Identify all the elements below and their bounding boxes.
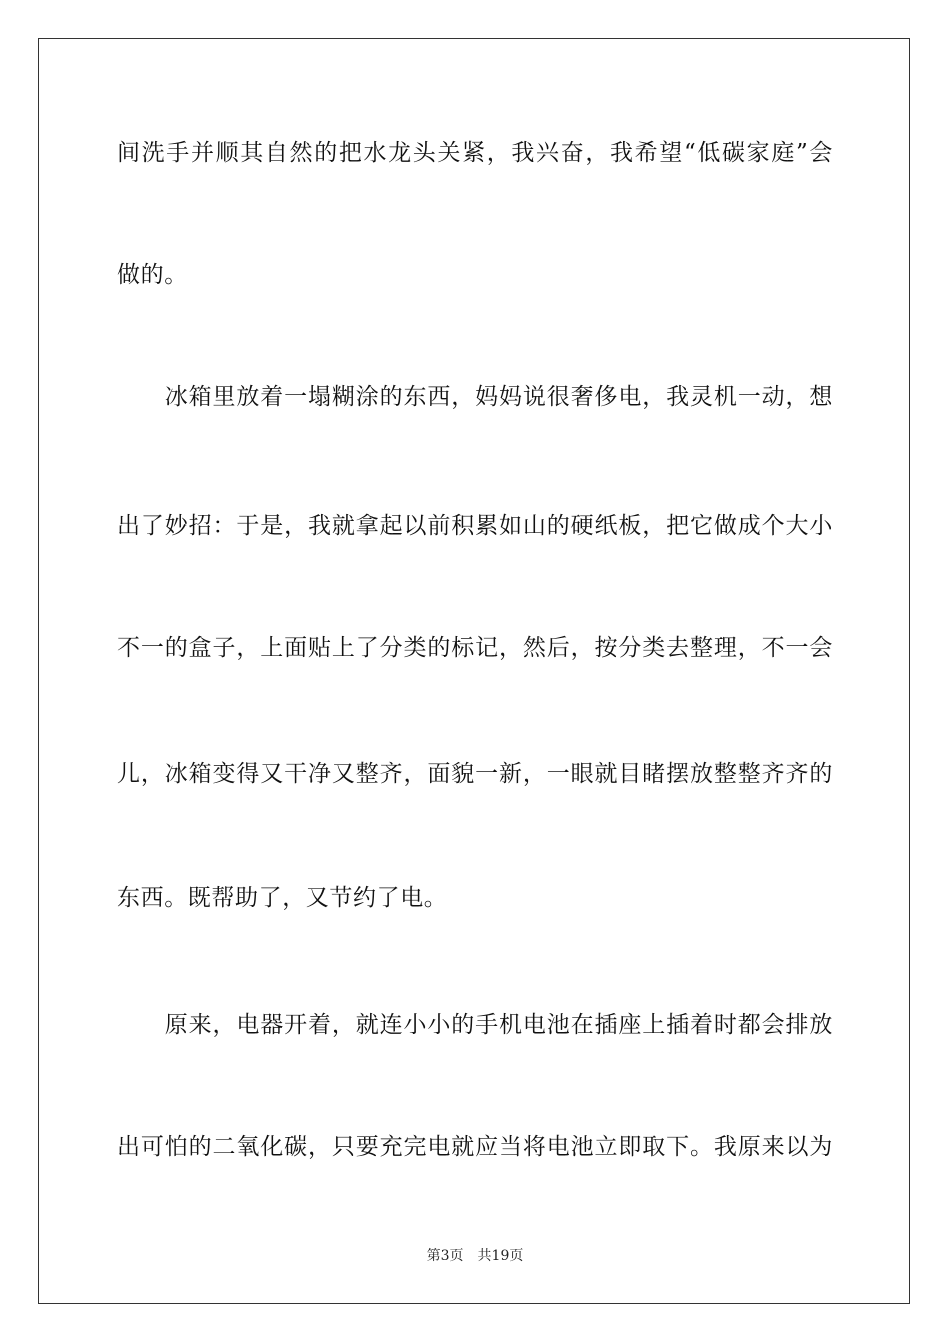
text-line: 冰箱里放着一塌糊涂的东西，妈妈说很奢侈电，我灵机一动，想 [117,384,833,410]
text-line: 不一的盒子，上面贴上了分类的标记，然后，按分类去整理，不一会 [117,635,833,661]
text-line: 东西。既帮助了，又节约了电。 [117,885,448,911]
page-border [38,38,910,1304]
text-line: 儿，冰箱变得又干净又整齐，面貌一新，一眼就目睹摆放整整齐齐的 [117,761,833,787]
page-number: 第3页 [426,1248,464,1264]
text-line: 做的。 [117,262,188,288]
page-footer [0,1247,950,1265]
page-total: 共19页 [477,1248,524,1264]
text-line: 出了妙招：于是，我就拿起以前积累如山的硬纸板，把它做成个大小 [117,513,833,539]
text-line: 间洗手并顺其自然的把水龙头关紧，我兴奋，我希望“低碳家庭”会 [117,140,833,166]
text-line: 原来，电器开着，就连小小的手机电池在插座上插着时都会排放 [117,1012,833,1038]
text-line: 出可怕的二氧化碳，只要充完电就应当将电池立即取下。我原来以为 [117,1134,833,1160]
